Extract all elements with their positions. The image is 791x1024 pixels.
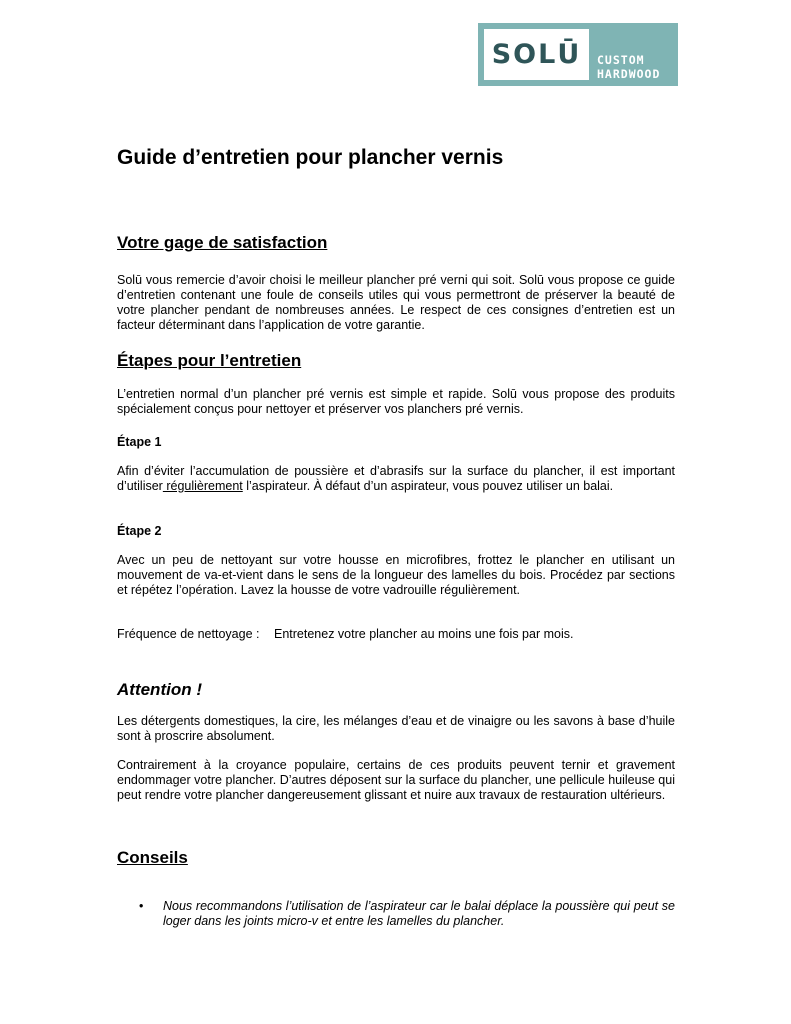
bullet-icon: • [139, 899, 144, 913]
step1-text-after: l’aspirateur. À défaut d’un aspirateur, vous pouvez utiliser un balai. [242, 479, 614, 493]
logo-tagline [597, 53, 677, 81]
step1-text-before: Afin d’éviter l’accumulation de poussière et d’abrasifs sur la surface du plancher, il est important d’utiliser [117, 464, 675, 493]
logo-tagline-line1: CUSTOM [597, 53, 645, 67]
attention-paragraph-1: Les détergents domestiques, la cire, les mélanges d’eau et de vinaigre ou les savons à base d’huile sont à proscrire absolument. [117, 714, 675, 743]
section-heading-steps: Étapes pour l’entretien [117, 351, 302, 370]
frequency-label: Fréquence de nettoyage : [117, 627, 260, 641]
section-heading-satisfaction: Votre gage de satisfaction [117, 233, 328, 252]
tips-list [117, 899, 675, 929]
logo-tagline-line2: HARDWOOD [597, 67, 661, 81]
tip-text: Nous recommandons l’utilisation de l’aspirateur car le balai déplace la poussière qui peut se loger dans les joints micro-v et entre les lamelles du plancher. [163, 899, 675, 928]
step2-paragraph: Avec un peu de nettoyant sur votre housse en microfibres, frottez le plancher en utilisant un mouvement de va-et-vient dans le sens de la longueur des lamelles du bois. Procédez par sections et répétez l’opération. Lavez la housse de votre vadrouille régulièrement. [117, 553, 675, 597]
logo-brand-box [484, 29, 589, 80]
step2-label: Étape 2 [117, 524, 162, 538]
attention-paragraph-2: Contrairement à la croyance populaire, certains de ces produits peuvent ternir et gravement endommager votre plancher. D’autres déposent sur la surface du plancher, une pellicule huileuse qui peut rendre votre plancher dangereusement glissant et nuire aux travaux de restauration ultérieurs. [117, 758, 675, 802]
company-logo [478, 23, 678, 86]
step1-label: Étape 1 [117, 435, 162, 449]
step1-text-underlined: régulièrement [162, 479, 243, 493]
document-title: Guide d’entretien pour plancher vernis [117, 146, 504, 169]
logo-brand-text: SOLŪ [491, 39, 582, 70]
cleaning-frequency [117, 627, 675, 642]
frequency-value: Entretenez votre plancher au moins une fois par mois. [274, 627, 574, 641]
section-heading-attention: Attention ! [117, 680, 202, 699]
satisfaction-paragraph: Solū vous remercie d’avoir choisi le meilleur plancher pré verni qui soit. Solū vous propose ce guide d’entretien contenant une foule de conseils utiles qui vous permettront de préserver la beauté de votre plancher pendant de nombreuses années. Le respect de ces consignes d’entretien est un facteur déterminant dans l’application de votre garantie. [117, 273, 675, 332]
list-item [117, 899, 675, 929]
section-heading-tips: Conseils [117, 848, 188, 867]
step1-paragraph [117, 464, 675, 494]
steps-intro-paragraph: L’entretien normal d’un plancher pré vernis est simple et rapide. Solū vous propose des produits spécialement conçus pour nettoyer et préserver vos planchers pré vernis. [117, 387, 675, 416]
